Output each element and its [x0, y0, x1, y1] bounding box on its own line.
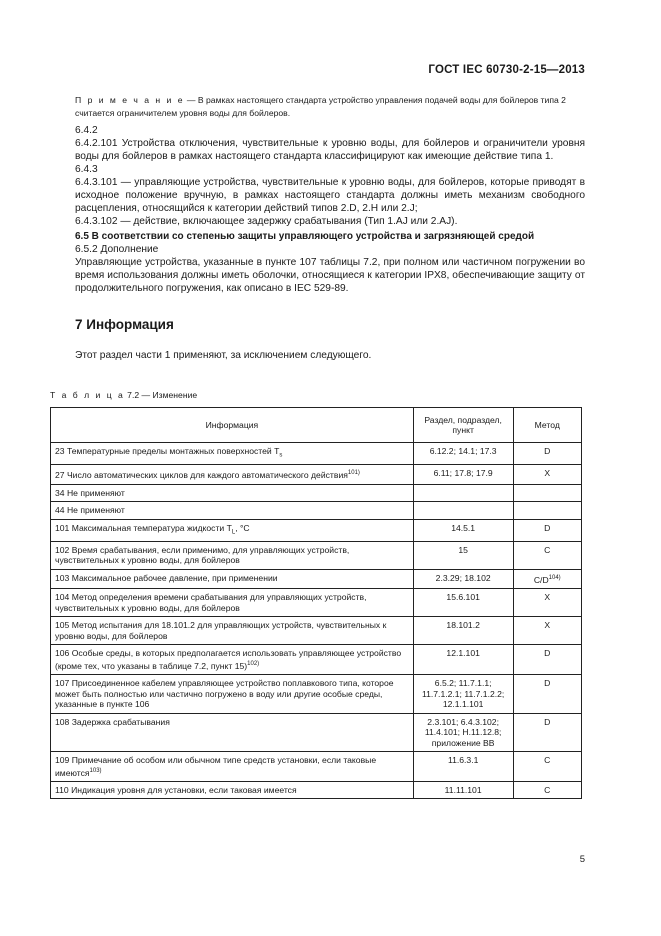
body-text	[75, 94, 585, 373]
info-cell	[51, 645, 414, 675]
method-cell	[513, 781, 581, 799]
info-cell	[51, 675, 414, 714]
method-cell	[513, 675, 581, 714]
info-cell	[51, 752, 414, 782]
note-label: П р и м е ч а н и е	[75, 95, 185, 105]
info-cell	[51, 484, 414, 502]
info-cell	[51, 541, 414, 569]
paragraph-6-5-2: 6.5.2 Дополнение	[75, 244, 159, 255]
info-text: 108 Задержка срабатывания	[55, 716, 170, 727]
info-text: 103 Максимальное рабочее давление, при применении	[55, 572, 278, 583]
ref-cell: 11.6.3.1	[413, 752, 513, 782]
table-row	[51, 443, 582, 465]
info-text: 105 Метод испытания для 18.101.2 для управляющих устройств, чувствительных к уровню воды, для бойлеров	[55, 620, 387, 641]
method-cell	[513, 617, 581, 645]
table-row	[51, 465, 582, 484]
method-cell	[513, 645, 581, 675]
footnote-ref: 104)	[548, 574, 561, 581]
info-subscript: L	[231, 529, 236, 536]
table-caption-label: Т а б л и ц а	[50, 390, 125, 400]
ref-cell: 11.11.101	[413, 781, 513, 799]
column-header-method: Метод	[513, 408, 581, 443]
ref-cell: 12.1.101	[413, 645, 513, 675]
info-cell	[51, 617, 414, 645]
info-table	[50, 407, 582, 799]
column-header-ref: Раздел, подраздел, пункт	[413, 408, 513, 443]
paragraph-6-4-3-101: 6.4.3.101 — управляющие устройства, чувствительные к уровню воды, для бойлеров, которые приводят в исходное положение вручную, в рамках настоящего стандарта должны иметь механизм свободного расцепления, относящийся к категории действий типов 2.D, 2.H или 2.J;	[75, 177, 585, 214]
ref-cell: 2.3.29; 18.102	[413, 569, 513, 588]
table-row	[51, 502, 582, 520]
method-text: X	[544, 468, 551, 479]
method-cell	[513, 465, 581, 484]
method-text: C	[544, 755, 551, 766]
table-row	[51, 519, 582, 541]
ref-cell: 15	[413, 541, 513, 569]
table-row	[51, 484, 582, 502]
method-text: C	[544, 784, 551, 795]
info-text: 34 Не применяют	[55, 487, 125, 498]
info-cell	[51, 589, 414, 617]
document-header: ГОСТ IEC 60730-2-15—2013	[428, 64, 585, 76]
info-cell	[51, 713, 414, 752]
info-text: 101 Максимальная температура жидкости T	[55, 522, 232, 533]
table-row	[51, 752, 582, 782]
table-row	[51, 569, 582, 588]
method-text: D	[544, 716, 551, 727]
note-text: — В рамках настоящего стандарта устройство управления подачей воды для бойлеров типа 2 считается ограничителем уровня воды для бойлеров.	[75, 95, 566, 118]
ref-cell: 15.6.101	[413, 589, 513, 617]
info-text: 104 Метод определения времени срабатывания для управляющих устройств, чувствительных к уровню воды, для бойлеров	[55, 592, 367, 613]
method-cell	[513, 589, 581, 617]
method-cell	[513, 443, 581, 465]
info-text: 106 Особые среды, в которых предполагается использовать управляющее устройство (кроме тех, что указаны в таблице 7.2, пункт 15)	[55, 648, 402, 671]
method-text: C/D	[533, 574, 549, 585]
method-cell	[513, 713, 581, 752]
table-caption-text: 7.2 — Изменение	[124, 390, 198, 400]
paragraph-6-5-2-text: Управляющие устройства, указанные в пункте 107 таблицы 7.2, при полном или частичном погружении во время использования должны иметь оболочки, относящиеся к категории IPX8, обеспечивающие защиту от продолжительного погружения, как описано в IEC 529-89.	[75, 257, 585, 294]
method-text: D	[544, 446, 551, 456]
table-row	[51, 589, 582, 617]
paragraph-6-4-2-101: 6.4.2.101 Устройства отключения, чувствительные к уровню воды, для бойлеров и ограничители уровня воды для бойлеров в рамках настоящего стандарта классифицируют как имеющие действие типа 1.	[75, 138, 585, 162]
info-text: 23 Температурные пределы монтажных поверхностей T	[55, 446, 280, 456]
method-text: X	[544, 592, 551, 603]
ref-cell: 2.3.101; 6.4.3.102; 11.4.101; H.11.12.8; приложение ВВ	[413, 713, 513, 752]
info-cell	[51, 465, 414, 484]
ref-cell: 14.5.1	[413, 519, 513, 541]
footnote-ref: 103)	[89, 767, 102, 774]
info-cell	[51, 519, 414, 541]
method-text: D	[544, 522, 551, 533]
footnote-ref: 101)	[347, 470, 360, 477]
method-cell	[513, 569, 581, 588]
info-text: 44 Не применяют	[55, 505, 125, 516]
method-cell	[513, 484, 581, 502]
section-intro: Этот раздел части 1 применяют, за исключением следующего.	[75, 350, 372, 361]
table-caption	[50, 390, 197, 400]
ref-cell	[413, 484, 513, 502]
table-row	[51, 713, 582, 752]
table-row	[51, 781, 582, 799]
info-cell	[51, 502, 414, 520]
info-text: 109 Примечание об особом или обычном типе средств установки, если таковые имеются	[55, 755, 377, 778]
ref-cell: 18.101.2	[413, 617, 513, 645]
info-subscript: s	[279, 452, 283, 459]
ref-cell: 6.12.2; 14.1; 17.3	[413, 443, 513, 465]
table-row	[51, 645, 582, 675]
info-unit: , °C	[235, 522, 250, 533]
method-text: D	[544, 648, 551, 659]
method-cell	[513, 541, 581, 569]
note	[75, 94, 585, 119]
table-row	[51, 617, 582, 645]
info-text: 27 Число автоматических циклов для каждого автоматического действия	[55, 470, 348, 481]
method-text: C	[544, 544, 551, 555]
method-text: D	[544, 678, 551, 689]
ref-cell: 6.5.2; 11.7.1.1; 11.7.1.2.1; 11.7.1.2.2; 12.1.1.101	[413, 675, 513, 714]
table-row	[51, 541, 582, 569]
table-row	[51, 675, 582, 714]
section-title: 7 Информация	[75, 317, 174, 332]
column-header-info: Информация	[51, 408, 414, 443]
paragraph-6-4-2: 6.4.2	[75, 125, 98, 136]
paragraph-6-4-3: 6.4.3	[75, 164, 98, 175]
info-cell	[51, 569, 414, 588]
ref-cell	[413, 502, 513, 520]
method-cell	[513, 519, 581, 541]
info-cell	[51, 443, 414, 465]
method-text: X	[544, 620, 551, 631]
info-text: 110 Индикация уровня для установки, если таковая имеется	[55, 784, 297, 795]
page-number: 5	[579, 854, 585, 865]
info-cell	[51, 781, 414, 799]
info-text: 107 Присоединенное кабелем управляющее устройство поплавкового типа, которое может быть полностью или частично погружено в воду или другие особые среды, указанные в пункте 106	[55, 678, 394, 710]
paragraph-6-5: 6.5 В соответствии со степенью защиты управляющего устройства и загрязняющей средой	[75, 231, 535, 242]
paragraph-6-4-3-102: 6.4.3.102 — действие, включающее задержку срабатывания (Тип 1.AJ или 2.AJ).	[75, 216, 458, 227]
info-text: 102 Время срабатывания, если применимо, для управляющих устройств, чувствительных к уровню воды, для бойлеров	[55, 544, 350, 566]
method-cell	[513, 502, 581, 520]
footnote-ref: 102)	[247, 660, 260, 667]
ref-cell: 6.11; 17.8; 17.9	[413, 465, 513, 484]
method-cell	[513, 752, 581, 782]
